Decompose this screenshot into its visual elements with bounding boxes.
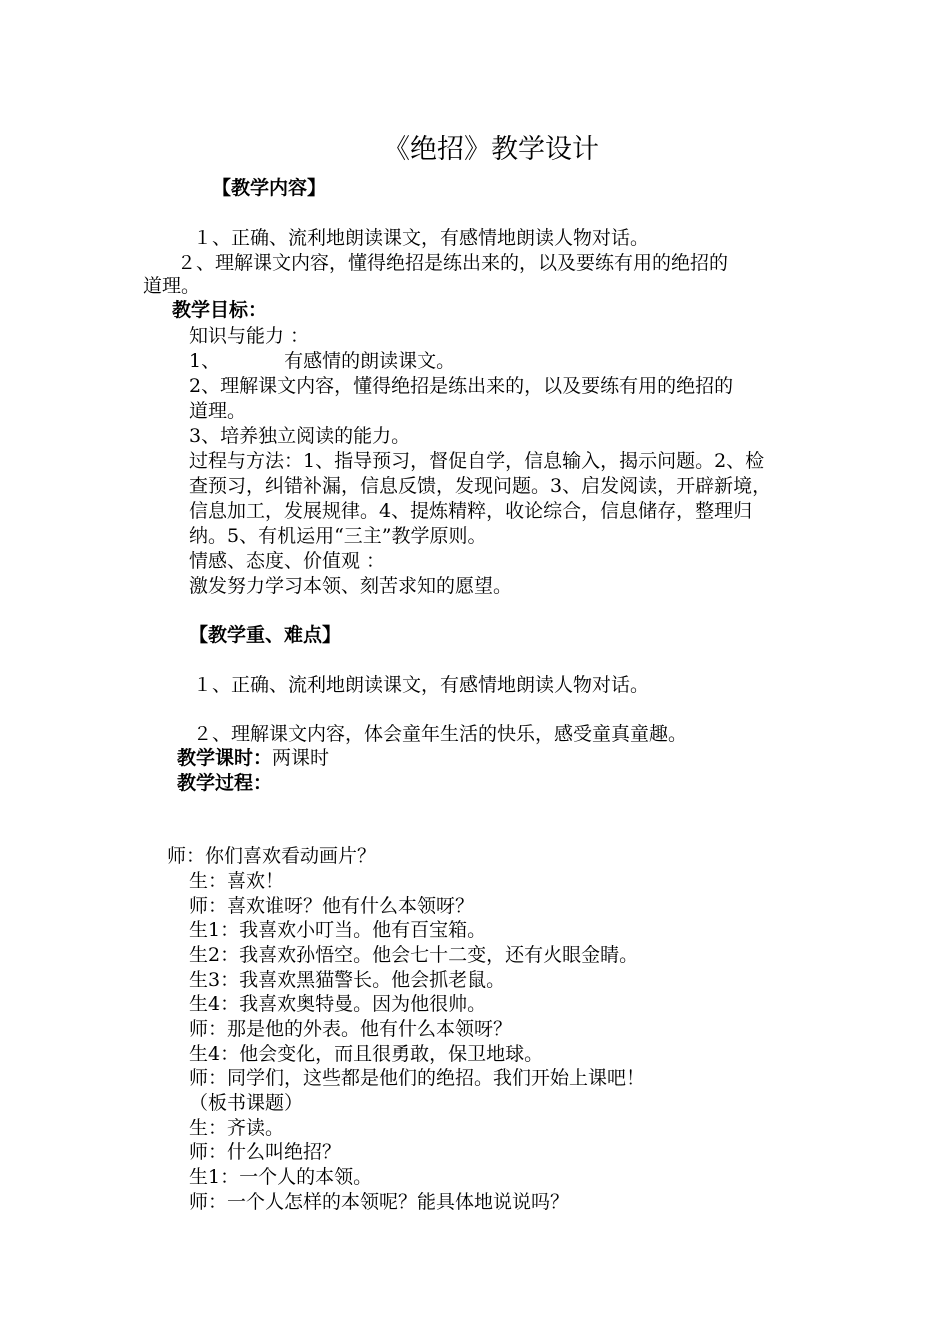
dialogue-line: 师：同学们，这些都是他们的绝招。我们开始上课吧！ (189, 1067, 646, 1089)
knowledge-item-2-line2: 道理。 (189, 400, 247, 422)
knowledge-item-1 (189, 349, 455, 373)
key-point-2: ２、理解课文内容，体会童年生活的快乐，感受童真童趣。 (193, 723, 688, 745)
dialogue-line: 师：你们喜欢看动画片？ (167, 845, 377, 867)
document-title: 《绝招》教学设计 (383, 134, 599, 165)
dialogue-line: 生4：他会变化，而且很勇敢，保卫地球。 (189, 1043, 544, 1065)
teaching-content-heading: 【教学内容】 (212, 177, 327, 199)
knowledge-item-2-line1: 2、理解课文内容，懂得绝招是练出来的，以及要练有用的绝招的 (189, 375, 734, 397)
knowledge-item-1-number: 1、 (189, 350, 221, 372)
process-method-line4: 纳。5、有机运用“三主”教学原则。 (189, 525, 487, 547)
content-item-1: １、正确、流利地朗读课文，有感情地朗读人物对话。 (193, 227, 650, 249)
dialogue-line: 生3：我喜欢黑猫警长。他会抓老鼠。 (189, 969, 506, 991)
dialogue-line: 师：喜欢谁呀？他有什么本领呀？ (189, 895, 475, 917)
objectives-heading: 教学目标： (172, 299, 268, 321)
dialogue-line: 师：那是他的外表。他有什么本领呀？ (189, 1018, 513, 1040)
content-item-2-line1: ２、理解课文内容，懂得绝招是练出来的，以及要练有用的绝招的 (177, 252, 729, 274)
dialogue-line: 生1：我喜欢小叮当。他有百宝箱。 (189, 919, 487, 941)
process-method-line2: 查预习，纠错补漏，信息反馈，发现问题。3、启发阅读，开辟新境， (189, 475, 772, 497)
class-hours-value: 两课时 (272, 747, 330, 769)
dialogue-line: 生4：我喜欢奥特曼。因为他很帅。 (189, 993, 487, 1015)
process-heading: 教学过程： (177, 772, 273, 794)
knowledge-item-1-text: 有感情的朗读课文。 (284, 350, 456, 372)
process-method-line1: 过程与方法：1、指导预习，督促自学，信息输入，揭示问题。2、检 (189, 450, 765, 472)
process-method-line3: 信息加工，发展规律。4、提炼精粹，收论综合，信息储存，整理归 (189, 500, 753, 522)
dialogue-line: （板书课题） (189, 1092, 304, 1114)
dialogue-line: 生1：一个人的本领。 (189, 1166, 373, 1188)
key-points-heading: 【教学重、难点】 (189, 624, 342, 646)
dialogue-line: 师：一个人怎样的本领呢？能具体地说说吗？ (189, 1191, 570, 1213)
dialogue-line: 生：喜欢！ (189, 870, 285, 892)
dialogue-line: 生：齐读。 (189, 1117, 285, 1139)
content-item-2-line2: 道理。 (143, 275, 201, 297)
knowledge-ability-heading: 知识与能力 ： (189, 325, 310, 347)
dialogue-line: 师：什么叫绝招？ (189, 1141, 342, 1163)
key-point-1: １、正确、流利地朗读课文，有感情地朗读人物对话。 (193, 674, 650, 696)
emotion-attitude-text: 激发努力学习本领、刻苦求知的愿望。 (189, 575, 513, 597)
dialogue-line: 生2：我喜欢孙悟空。他会七十二变，还有火眼金睛。 (189, 944, 639, 966)
class-hours (177, 746, 329, 770)
class-hours-label: 教学课时： (177, 747, 273, 769)
knowledge-item-3: 3、培养独立阅读的能力。 (189, 425, 411, 447)
emotion-attitude-heading: 情感、态度、价值观 ： (189, 550, 386, 572)
